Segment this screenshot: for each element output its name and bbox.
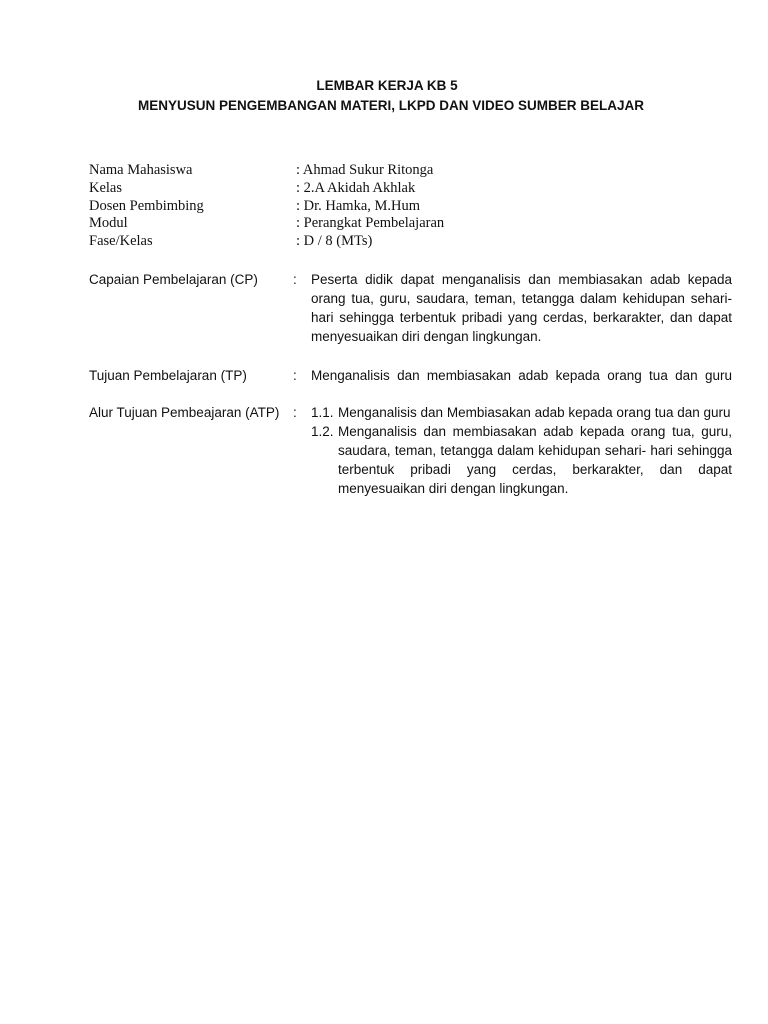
info-row-modul <box>89 215 444 233</box>
atp-item-text: Menganalisis dan Membiasakan adab kepada orang tua dan guru <box>338 405 731 420</box>
info-row-nama <box>89 162 444 180</box>
info-label: Kelas <box>89 179 123 196</box>
info-row-dosen <box>89 198 444 216</box>
atp-item-text: Menganalisis dan membiasakan adab kepada orang tua, guru, saudara, teman, tetangga dalam kehidupan sehari- hari sehingga terbentuk pribadi yang cerdas, berkarakter, dan dapat menyesuaikan diri dengan lingkungan. <box>338 424 732 496</box>
document-subtitle: MENYUSUN PENGEMBANGAN MATERI, LKPD DAN VIDEO SUMBER BELAJAR <box>137 98 645 113</box>
atp-list <box>311 403 732 498</box>
info-value: : D / 8 (MTs) <box>296 233 373 250</box>
info-value: : 2.A Akidah Akhlak <box>296 179 416 196</box>
atp-item <box>311 422 732 498</box>
atp-item-number: 1.1. <box>311 405 334 420</box>
info-label: Nama Mahasiswa <box>89 162 193 178</box>
tp-label: Tujuan Pembelajaran (TP) <box>89 368 247 383</box>
info-label: Dosen Pembimbing <box>89 197 204 214</box>
atp-colon: : <box>293 405 297 420</box>
tp-colon: : <box>293 368 297 383</box>
tp-text: Menganalisis dan membiasakan adab kepada orang tua dan guru <box>311 368 732 383</box>
document-title: LEMBAR KERJA KB 5 <box>316 78 458 93</box>
atp-label: Alur Tujuan Pembeajaran (ATP) <box>89 405 280 420</box>
cp-text: Peserta didik dapat menganalisis dan membiasakan adab kepada orang tua, guru, saudara, teman, tetangga dalam kehidupan sehari-hari sehingga terbentuk pribadi yang cerdas, berkarakter, dan dapat menyesuaikan diri dengan lingkungan. <box>311 272 732 344</box>
cp-colon: : <box>293 272 297 287</box>
atp-item-number: 1.2. <box>311 424 334 439</box>
info-row-kelas <box>89 180 444 198</box>
info-value: : Dr. Hamka, M.Hum <box>296 197 421 214</box>
info-row-fase <box>89 233 444 251</box>
student-info-block <box>89 162 444 251</box>
cp-label: Capaian Pembelajaran (CP) <box>89 272 258 287</box>
info-label: Fase/Kelas <box>89 233 153 250</box>
info-label: Modul <box>89 215 128 232</box>
info-value: : Perangkat Pembelajaran <box>296 215 445 232</box>
info-value: : Ahmad Sukur Ritonga <box>296 162 434 178</box>
atp-item <box>311 403 732 422</box>
